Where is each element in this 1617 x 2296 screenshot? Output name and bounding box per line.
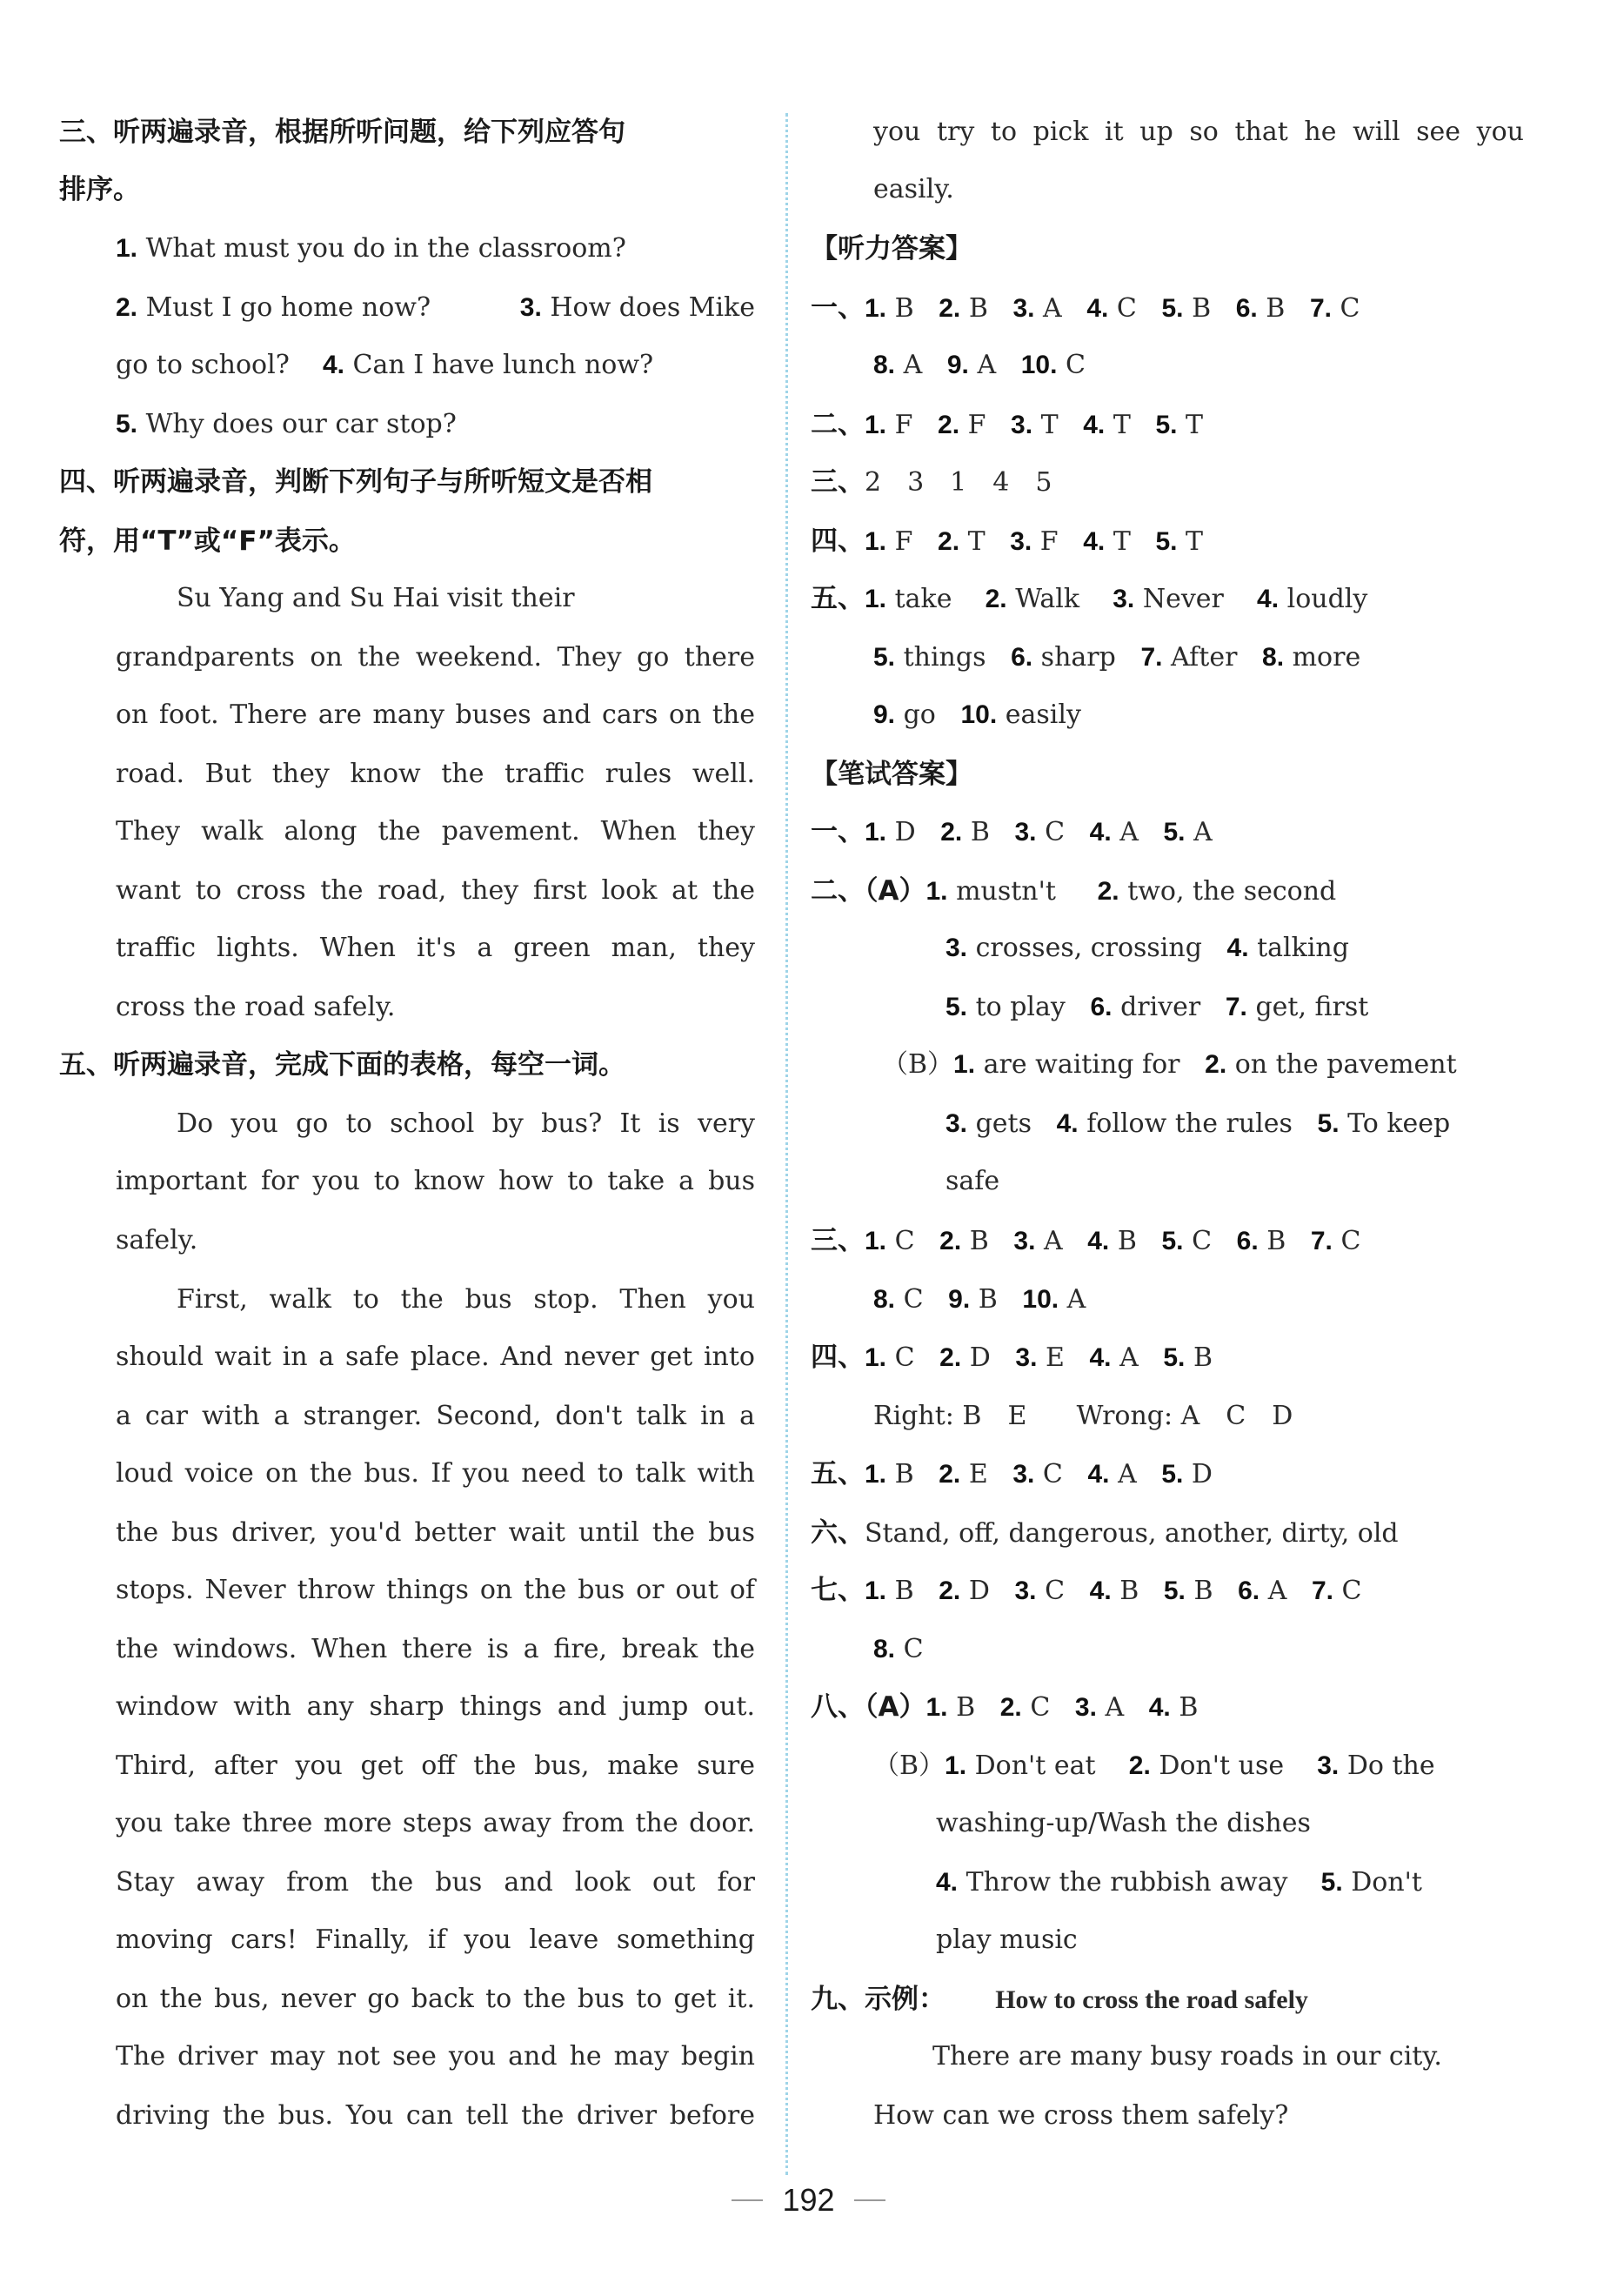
- answer: take: [894, 584, 952, 614]
- answer: A: [1043, 1226, 1063, 1256]
- answer: C: [903, 1284, 924, 1315]
- passage-2-line: moving cars! Finally, if you leave something: [116, 1924, 755, 1955]
- answer: T: [1113, 410, 1131, 440]
- sample-essay-line: There are many busy roads in our city.: [932, 2041, 1442, 2072]
- wrong-group: Wrong: A C D: [1076, 1401, 1293, 1431]
- question-3-text-cont: go to school?: [116, 350, 290, 380]
- written-6-answers: [811, 1516, 1399, 1551]
- question-5-text: Why does our car stop?: [145, 409, 457, 439]
- passage-2-line: a car with a stranger. Second, don't talk in a: [116, 1401, 755, 1431]
- written-2b-answers-cont: safe: [945, 1166, 1000, 1196]
- answer: T: [967, 526, 986, 557]
- answer: B: [1117, 1226, 1137, 1256]
- passage-2-line: First, walk to the bus stop. Then you: [177, 1284, 755, 1315]
- written-5-prefix: 五、: [811, 1458, 865, 1489]
- written-2b-answers-cont: 3. gets 4. follow the rules 5. To keep: [945, 1108, 1451, 1139]
- answer: things: [903, 642, 986, 673]
- answer: two, the second: [1127, 876, 1337, 907]
- answer: B: [1179, 1692, 1199, 1723]
- passage-2-line: Do you go to school by bus? It is very: [177, 1108, 755, 1139]
- question-1: 1. What must you do in the classroom?: [116, 233, 626, 264]
- listening-5-prefix: 五、: [811, 583, 865, 614]
- answer: follow the rules: [1086, 1108, 1293, 1139]
- answer: A: [903, 350, 923, 380]
- listening-1-answers-cont: 8. A 9. A 10. C: [873, 350, 1086, 380]
- written-4-classification: [873, 1399, 1293, 1434]
- answer: B: [1192, 293, 1212, 324]
- written-8b-answers-cont: play music: [936, 1924, 1078, 1955]
- answer: T: [1186, 526, 1204, 557]
- answer: C: [1340, 293, 1360, 324]
- answer: A: [1119, 817, 1139, 847]
- passage-1-line: road. But they know the traffic rules well.: [116, 759, 755, 789]
- answer: C: [1065, 350, 1086, 380]
- answer: Walk: [1015, 584, 1080, 614]
- answer: F: [967, 410, 986, 440]
- passage-2-line: the bus driver, you'd better wait until the bus: [116, 1517, 755, 1548]
- question-1-text: What must you do in the classroom?: [145, 233, 626, 264]
- written-8a-answers: 八、（A）1. B 2. C 3. A 4. B: [811, 1691, 1199, 1723]
- question-4-text: Can I have lunch now?: [352, 350, 654, 380]
- right-group: Right: B E: [873, 1401, 1027, 1431]
- passage-2-line: Stay away from the bus and look out for: [116, 1867, 755, 1898]
- answer: crosses, crossing: [975, 933, 1202, 963]
- written-2-prefix: 二、（A）: [811, 875, 926, 907]
- answer: C: [903, 1634, 924, 1664]
- answer: D: [968, 1576, 990, 1606]
- answer: Don't use: [1159, 1750, 1285, 1781]
- question-3: 3. How does Mike: [519, 292, 755, 323]
- section-3-heading: 三、听两遍录音，根据所听问题，给下列应答句: [59, 117, 625, 148]
- answer: Never: [1142, 584, 1224, 614]
- written-2a-answers: 二、（A）1. mustn't 2. two, the second: [811, 875, 1337, 907]
- answer: are waiting for: [983, 1049, 1180, 1080]
- passage-2-continuation: easily.: [873, 174, 954, 204]
- answer: F: [894, 410, 913, 440]
- answer: B: [956, 1692, 976, 1723]
- question-2-text: Must I go home now?: [145, 292, 431, 323]
- answer: C: [894, 1342, 915, 1373]
- passage-1-line-text: Su Yang and Su Hai visit their: [177, 583, 575, 613]
- sample-essay-line: How can we cross them safely?: [873, 2100, 1289, 2131]
- listening-3-answers: [811, 465, 1052, 500]
- page-footer: [0, 2182, 1617, 2219]
- written-8b-answers-cont: washing-up/Wash the dishes: [936, 1808, 1311, 1838]
- written-6-prefix: 六、: [811, 1517, 865, 1549]
- answer: D: [1191, 1459, 1213, 1489]
- sample-essay-title: How to cross the road safely: [995, 1985, 1308, 2014]
- footer-dash-left: [732, 2199, 763, 2201]
- answer: C: [894, 1226, 915, 1256]
- written-8b-answers-cont: 4. Throw the rubbish away 5. Don't: [936, 1867, 1422, 1898]
- answer: B: [1193, 1576, 1213, 1606]
- listening-2-prefix: 二、: [811, 409, 865, 440]
- listening-1-prefix: 一、: [811, 292, 865, 324]
- passage-2-line: window with any sharp things and jump out.: [116, 1691, 755, 1722]
- answer: B: [1193, 1342, 1213, 1373]
- written-7-answers: 七、1. B 2. D 3. C 4. B 5. B 6. A 7. C: [811, 1575, 1362, 1606]
- answer: B: [969, 1226, 989, 1256]
- answer: driver: [1120, 992, 1201, 1022]
- answer: B: [894, 1576, 914, 1606]
- written-3-answers-cont: 8. C 9. B 10. A: [873, 1284, 1086, 1315]
- answer: B: [970, 817, 990, 847]
- written-8-prefix: 八、（A）: [811, 1691, 926, 1723]
- answer: mustn't: [956, 876, 1056, 907]
- answer: A: [1105, 1692, 1125, 1723]
- passage-2-continuation: you try to pick it up so that he will see you: [873, 117, 1524, 147]
- question-2-3: [116, 291, 755, 325]
- answer: get, first: [1255, 992, 1369, 1022]
- question-3-4: go to school? 4. Can I have lunch now?: [116, 350, 654, 380]
- passage-2-line: on the bus, never go back to the bus to get it.: [116, 1984, 755, 2014]
- passage-2-line: should wait in a safe place. And never get into: [116, 1342, 755, 1372]
- written-9-prefix: 九、示例：: [811, 1984, 945, 2015]
- answer: F: [1039, 526, 1059, 557]
- written-4-answers: 四、1. C 2. D 3. E 4. A 5. B: [811, 1342, 1213, 1373]
- listening-1-answers: 一、1. B 2. B 3. A 4. C 5. B 6. B 7. C: [811, 292, 1360, 324]
- written-9-heading: [811, 1982, 1308, 2018]
- answer: talking: [1257, 933, 1349, 963]
- column-divider: [785, 113, 788, 2175]
- footer-dash-right: [854, 2199, 885, 2201]
- written-3-prefix: 三、: [811, 1225, 865, 1256]
- answer: A: [1267, 1576, 1287, 1606]
- answer: To keep: [1347, 1108, 1451, 1139]
- answer: on the pavement: [1234, 1049, 1457, 1080]
- answer: C: [1192, 1226, 1213, 1256]
- listening-4-answers: 四、1. F 2. T 3. F 4. T 5. T: [811, 525, 1204, 557]
- answer: sharp: [1040, 642, 1116, 673]
- answer: B: [968, 293, 988, 324]
- answer: After: [1171, 642, 1238, 673]
- listening-3-prefix: 三、: [811, 466, 865, 498]
- listening-5-answers-cont: 5. things 6. sharp 7. After 8. more: [873, 642, 1361, 673]
- written-7-prefix: 七、: [811, 1575, 865, 1606]
- answer: A: [1119, 1342, 1139, 1373]
- answer: A: [1043, 293, 1062, 324]
- answer: A: [1118, 1459, 1137, 1489]
- listening-5-answers: 五、1. take 2. Walk 3. Never 4. loudly: [811, 583, 1368, 614]
- written-7-answers-cont: 8. C: [873, 1634, 924, 1664]
- passage-2-line: important for you to know how to take a bus: [116, 1166, 755, 1196]
- answer: Don't: [1351, 1867, 1422, 1898]
- question-2: 2. Must I go home now?: [116, 292, 431, 323]
- answer: B: [894, 1459, 914, 1489]
- written-1-prefix: 一、: [811, 816, 865, 847]
- answer: loudly: [1286, 584, 1368, 614]
- answer: A: [1066, 1284, 1086, 1315]
- answer: C: [1045, 817, 1066, 847]
- answer: C: [1030, 1692, 1051, 1723]
- written-8b-prefix: （B）: [873, 1750, 945, 1781]
- answer: C: [1045, 1576, 1066, 1606]
- question-3-text: How does Mike: [550, 292, 755, 323]
- listening-4-prefix: 四、: [811, 525, 865, 557]
- answer: gets: [975, 1108, 1032, 1139]
- answer: D: [969, 1342, 991, 1373]
- section-4-heading: 四、听两遍录音，判断下列句子与所听短文是否相: [59, 466, 652, 498]
- answer: B: [978, 1284, 998, 1315]
- answer: to play: [975, 992, 1066, 1022]
- answer: B: [1266, 293, 1286, 324]
- answer: go: [903, 700, 936, 730]
- page-number: 192: [782, 2182, 835, 2218]
- listening-2-answers: 二、1. F 2. F 3. T 4. T 5. T: [811, 409, 1204, 440]
- answer: Don't eat: [974, 1750, 1096, 1781]
- answer: Do the: [1346, 1750, 1435, 1781]
- listening-3-order: 2 3 1 4 5: [865, 467, 1052, 498]
- listening-answers-title: 【听力答案】: [811, 233, 972, 264]
- answer: more: [1292, 642, 1361, 673]
- passage-1-line: cross the road safely.: [116, 992, 396, 1022]
- answer: T: [1040, 410, 1059, 440]
- passage-1-line: They walk along the pavement. When they: [116, 816, 755, 847]
- passage-1-line: grandparents on the weekend. They go there: [116, 642, 755, 673]
- question-5: 5. Why does our car stop?: [116, 409, 457, 439]
- passage-1-line: on foot. There are many buses and cars on the: [116, 700, 755, 730]
- answer: Stand, off, dangerous, another, dirty, old: [865, 1518, 1399, 1549]
- section-4-heading-cont: 符，用“T”或“F”表示。: [59, 525, 356, 557]
- answer: D: [894, 817, 916, 847]
- answer: C: [1341, 1576, 1362, 1606]
- answer: A: [977, 350, 997, 380]
- passage-1-line: [177, 581, 755, 616]
- passage-2-line: the windows. When there is a fire, break the: [116, 1634, 755, 1664]
- written-2b-prefix: （B）: [882, 1049, 954, 1080]
- written-2a-answers-cont: 5. to play 6. driver 7. get, first: [945, 992, 1369, 1022]
- written-answers-title: 【笔试答案】: [811, 759, 972, 790]
- answer: T: [1113, 526, 1131, 557]
- section-5-heading: 五、听两遍录音，完成下面的表格，每空一词。: [59, 1049, 625, 1081]
- passage-2-line: you take three more steps away from the door.: [116, 1808, 755, 1838]
- answer: C: [1340, 1226, 1361, 1256]
- answer: B: [1119, 1576, 1139, 1606]
- answer: T: [1186, 410, 1204, 440]
- answer: Throw the rubbish away: [966, 1867, 1288, 1898]
- passage-1-line: want to cross the road, they first look at the: [116, 875, 755, 906]
- answer: A: [1193, 817, 1213, 847]
- written-2a-answers-cont: 3. crosses, crossing 4. talking: [945, 933, 1349, 963]
- passage-2-line: loud voice on the bus. If you need to talk with: [116, 1458, 755, 1489]
- answer: C: [1042, 1459, 1063, 1489]
- written-1-answers: 一、1. D 2. B 3. C 4. A 5. A: [811, 816, 1213, 847]
- answer: E: [1045, 1342, 1065, 1373]
- passage-1-line: traffic lights. When it's a green man, they: [116, 933, 755, 963]
- answer: F: [894, 526, 913, 557]
- passage-2-line: driving the bus. You can tell the driver before: [116, 2100, 755, 2131]
- answer: C: [1116, 293, 1137, 324]
- written-8b-answers: （B）1. Don't eat 2. Don't use 3. Do the: [873, 1750, 1435, 1781]
- answer: easily: [1005, 700, 1081, 730]
- written-2b-answers: （B）1. are waiting for 2. on the pavement: [882, 1049, 1457, 1080]
- passage-2-line: Third, after you get off the bus, make sure: [116, 1750, 755, 1781]
- written-5-answers: 五、1. B 2. E 3. C 4. A 5. D: [811, 1458, 1213, 1489]
- written-4-prefix: 四、: [811, 1342, 865, 1373]
- answer: B: [894, 293, 914, 324]
- answer: B: [1266, 1226, 1286, 1256]
- section-3-heading-cont: 排序。: [59, 174, 140, 205]
- passage-2-line: safely.: [116, 1225, 198, 1255]
- written-3-answers: 三、1. C 2. B 3. A 4. B 5. C 6. B 7. C: [811, 1225, 1361, 1256]
- passage-2-line: stops. Never throw things on the bus or out of: [116, 1575, 755, 1605]
- answer: E: [968, 1459, 988, 1489]
- listening-5-answers-cont: 9. go 10. easily: [873, 700, 1081, 730]
- passage-2-line: The driver may not see you and he may begin: [116, 2041, 755, 2072]
